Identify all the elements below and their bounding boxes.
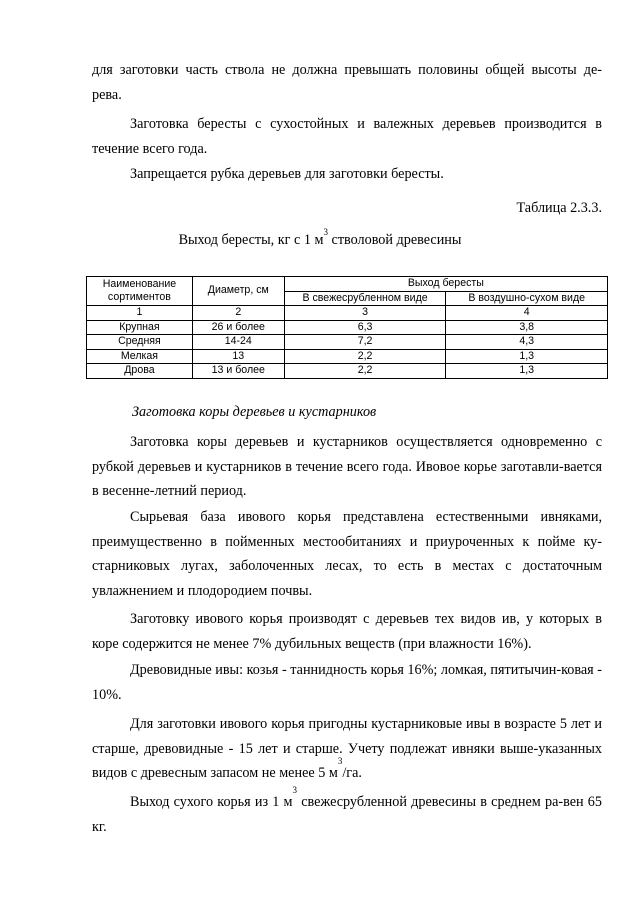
header-cell-dry: В воздушно-сухом виде — [446, 291, 608, 306]
column-number: 1 — [87, 306, 193, 321]
paragraph-6: Заготовку ивового корья производят с деревьев тех видов ив, у которых в коре содержится не менее 7% дубильных веществ (при влажности 16%). — [92, 611, 602, 652]
paragraph-2: Заготовка бересты с сухостойных и валежных деревьев производится в течение всего года. — [92, 116, 602, 157]
table-row — [87, 364, 608, 379]
cell-diameter: 26 и более — [192, 320, 284, 335]
table-row — [87, 349, 608, 364]
cell-name: Дрова — [87, 364, 193, 379]
column-number-row — [87, 306, 608, 321]
paragraph-3: Запрещается рубка деревьев для заготовки бересты. — [130, 166, 444, 182]
header-cell-yield: Выход бересты — [284, 277, 607, 292]
cell-fresh: 2,2 — [284, 364, 446, 379]
cell-name: Мелкая — [87, 349, 193, 364]
cell-diameter: 14-24 — [192, 335, 284, 350]
cell-diameter: 13 и более — [192, 364, 284, 379]
paragraph-7: Древовидные ивы: козья - таннидность корья 16%; ломкая, пятитычин-ковая - 10%. — [92, 662, 602, 703]
paragraph-9: Выход сухого корья из 1 $м^3$ свежесрубленной древесины в среднем ра-вен 65 кг. — [92, 785, 602, 835]
cell-fresh: 7,2 — [284, 335, 446, 350]
cell-dry: 3,8 — [446, 320, 608, 335]
table-label: Таблица 2.3.3. — [516, 200, 602, 216]
cell-dry: 4,3 — [446, 335, 608, 350]
header-cell-name: Наименование сортиментов — [87, 277, 193, 306]
cell-fresh: 2,2 — [284, 349, 446, 364]
paragraph-1-line-1: для заготовки часть ствола не должна превышать половины общей высоты де- — [92, 62, 602, 78]
paragraph-8: Для заготовки ивового корья пригодны кустарниковые ивы в возрасте 5 лет и старше, древовидные - 15 лет и старше. Учету подлежат ивняки выше-указанных видов с древесным запасом не менее 5 $м^3/га$. — [92, 716, 602, 782]
column-number: 3 — [284, 306, 446, 321]
birch-bark-yield-table — [86, 276, 608, 379]
table-row — [87, 335, 608, 350]
cell-dry: 1,3 — [446, 364, 608, 379]
paragraph-5: Сырьевая база ивового корья представлена естественными ивняками, преимущественно в пойменных местообитаниях и приуроченных к пойме ку-старниковых лугах, заболоченных лесах, то есть в местах с достаточным увлажнением и плодородием почвы. — [92, 509, 602, 599]
column-number: 2 — [192, 306, 284, 321]
cell-diameter: 13 — [192, 349, 284, 364]
cell-dry: 1,3 — [446, 349, 608, 364]
section-heading: Заготовка коры деревьев и кустарников — [132, 404, 377, 420]
table-row — [87, 320, 608, 335]
cell-name: Крупная — [87, 320, 193, 335]
cell-name: Средняя — [87, 335, 193, 350]
table-title: Выход бересты, кг с 1 $м^3$ стволовой древесины — [178, 227, 462, 248]
paragraph-1-line-2: рева. — [92, 87, 122, 103]
paragraph-4: Заготовка коры деревьев и кустарников осуществляется одновременно с рубкой деревьев и кустарников в течение всего года. Ивовое корье заготавли-вается в весенне-летний период. — [92, 434, 602, 500]
header-cell-fresh: В свежесрубленном виде — [284, 291, 446, 306]
cell-fresh: 6,3 — [284, 320, 446, 335]
column-number: 4 — [446, 306, 608, 321]
header-cell-diameter: Диаметр, см — [192, 277, 284, 306]
